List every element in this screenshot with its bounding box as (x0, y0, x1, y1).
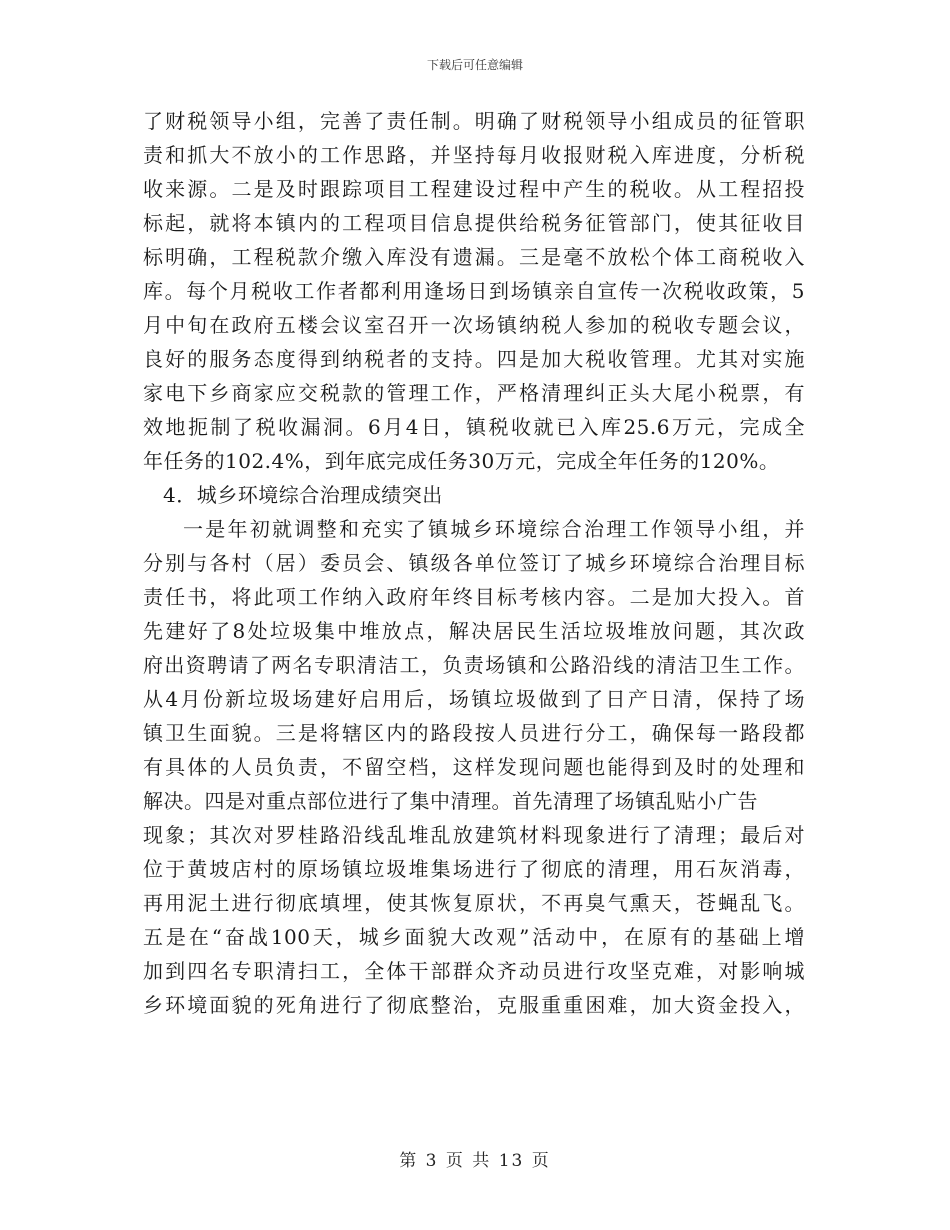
text-line: 现象；其次对罗桂路沿线乱堆乱放建筑材料现象进行了清理；最后对 (143, 823, 805, 847)
text-line: 分别与各村（居）委员会、镇级各单位签订了城乡环境综合治理目标 (143, 551, 805, 575)
text-line: 位于黄坡店村的原场镇垃圾堆集场进行了彻底的清理，用石灰消毒， (143, 857, 805, 881)
text-line: 标起，就将本镇内的工程项目信息提供给税务征管部门，使其征收目 (143, 211, 805, 235)
text-line: 府出资聘请了两名专职清洁工，负责场镇和公路沿线的清洁卫生工作。 (143, 653, 805, 677)
text-line: 年任务的102.4%，到年底完成任务30万元，完成全年任务的120%。 (143, 449, 780, 473)
text-line: 家电下乡商家应交税款的管理工作，严格清理纠正头大尾小税票，有 (143, 381, 805, 405)
text-line: 收来源。二是及时跟踪项目工程建设过程中产生的税收。从工程招投 (143, 177, 805, 201)
text-line: 先建好了8处垃圾集中堆放点，解决居民生活垃圾堆放问题，其次政 (143, 619, 805, 643)
text-line: 效地扼制了税收漏洞。6月4日，镇税收就已入库25.6万元，完成全 (143, 415, 805, 439)
text-line: 责任书，将此项工作纳入政府年终目标考核内容。二是加大投入。首 (143, 585, 805, 609)
text-line: 镇卫生面貌。三是将辖区内的路段按人员进行分工，确保每一路段都 (143, 721, 805, 745)
text-line: 加到四名专职清扫工，全体干部群众齐动员进行攻坚克难，对影响城 (143, 959, 805, 983)
text-line: 再用泥土进行彻底填埋，使其恢复原状，不再臭气熏天，苍蝇乱飞。 (143, 891, 805, 915)
text-line: 有具体的人员负责，不留空档，这样发现问题也能得到及时的处理和 (143, 755, 805, 779)
page-header: 下载后可任意编辑 (426, 58, 523, 72)
text-line: 解决。四是对重点部位进行了集中清理。首先清理了场镇乱贴小广告 (143, 789, 758, 813)
paragraph-tax (143, 104, 805, 478)
paragraph-environment (143, 512, 805, 1022)
body-text (143, 104, 805, 1022)
section-heading: 4．城乡环境综合治理成绩突出 (163, 483, 443, 507)
text-line: 五是在“奋战100天，城乡面貌大改观”活动中，在原有的基础上增 (143, 925, 805, 949)
text-line: 责和抓大不放小的工作思路，并坚持每月收报财税入库进度，分析税 (143, 143, 805, 167)
text-line: 乡环境面貌的死角进行了彻底整治，克服重重困难，加大资金投入， (143, 993, 805, 1017)
text-line: 从4月份新垃圾场建好启用后，场镇垃圾做到了日产日清，保持了场 (143, 687, 805, 711)
page-footer: 第 3 页 共 13 页 (399, 1151, 551, 1171)
text-line: 一是年初就调整和充实了镇城乡环境综合治理工作领导小组，并 (183, 517, 805, 541)
text-line: 标明确，工程税款介缴入库没有遗漏。三是毫不放松个体工商税收入 (143, 245, 805, 269)
text-line: 库。每个月税收工作者都利用逢场日到场镇亲自宣传一次税收政策，5 (143, 279, 805, 303)
text-line: 良好的服务态度得到纳税者的支持。四是加大税收管理。尤其对实施 (143, 347, 805, 371)
text-line: 了财税领导小组，完善了责任制。明确了财税领导小组成员的征管职 (143, 109, 805, 133)
text-line: 月中旬在政府五楼会议室召开一次场镇纳税人参加的税收专题会议， (143, 313, 805, 337)
